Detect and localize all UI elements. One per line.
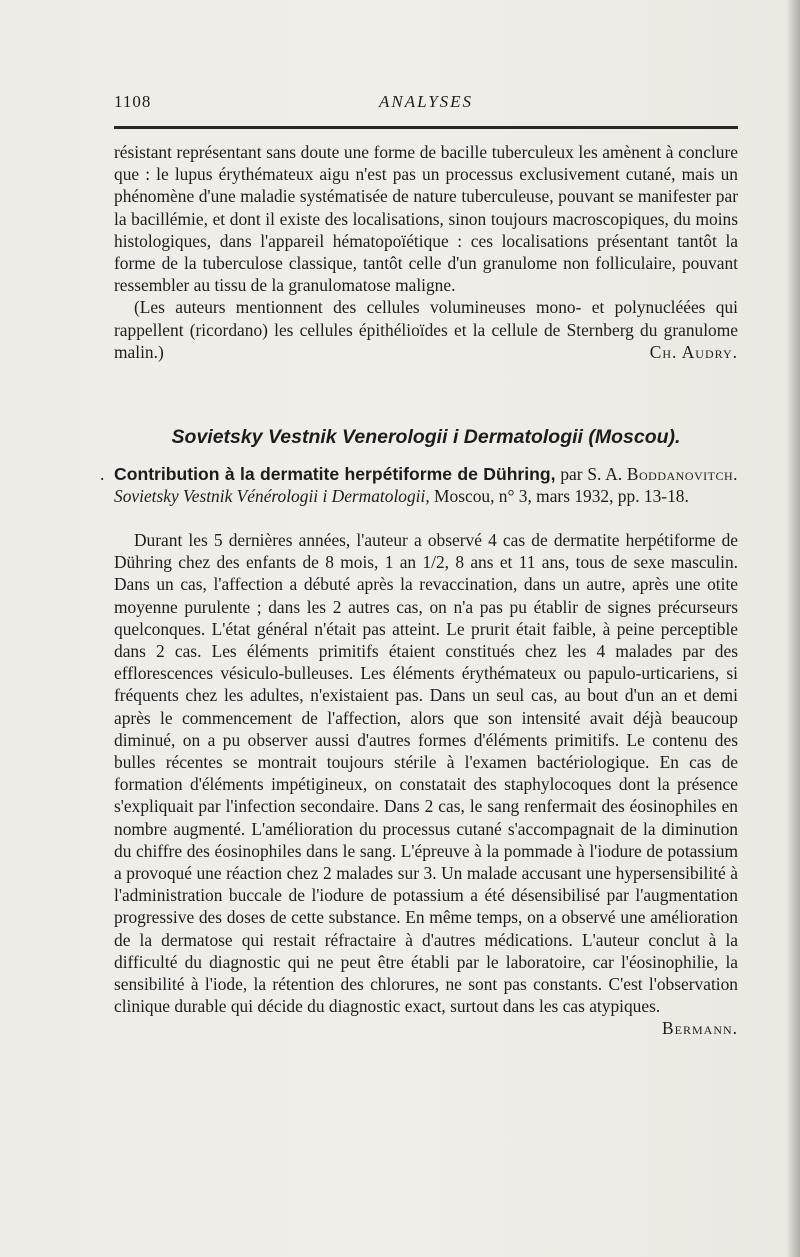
review-paragraph-2 bbox=[114, 529, 738, 1039]
running-head: ANALYSES bbox=[378, 92, 474, 111]
first-review-block bbox=[114, 141, 738, 363]
review-signature-2: Bermann. bbox=[662, 1018, 738, 1039]
article-title: Contribution à la dermatite herpétiforme de Dühring, bbox=[114, 464, 556, 484]
page-edge-shadow bbox=[786, 0, 800, 1257]
review-paragraph: résistant représentant sans doute une forme de bacille tuberculeux les amènent à conclure que : le lupus érythémateux aigu n'est pas un processus exclusivement cutané, mais un phénomène d'une maladie systématisée de nature tuberculeuse, pouvant se manifester par la bacillémie, et dont il existe des localisations, sinon toujours macroscopiques, du moins histologiques, dans l'appareil hématopoïétique : ces localisations présentant tantôt la forme de la tuberculose classique, tantôt celle d'un granulome non folliculaire, pouvant ressembler au tissu de la granulomatose maligne. bbox=[114, 142, 738, 296]
article-by: par S. A. bbox=[555, 464, 627, 484]
review-note bbox=[114, 296, 738, 363]
header-rule bbox=[114, 126, 738, 129]
review-text-2: Durant les 5 dernières années, l'auteur a observé 4 cas de dermatite herpétiforme de Dühring chez des enfants de 8 mois, 1 an 1/2, 8 ans et 11 ans, tous de sexe masculin. Dans un cas, l'affection a débuté après la revaccination, dans un autre, après une otite moyenne purulente ; dans les 2 autres cas, on n'a pas pu établir de signes précurseurs quelconques. L'état général n'était pas atteint. Le prurit était faible, à peine perceptible dans 2 cas. Les éléments primitifs étaient constitués chez les 4 malades par des efflorescences vésiculo-bulleuses. Les éléments érythémateux ou papulo-urticariens, si fréquents chez les adultes, n'existaient pas. Dans un seul cas, au bout d'un an et demi après le commencement de l'affection, alors que son intensité avait déjà beaucoup diminué, on a pu observer aussi d'autres formes d'éléments primitifs. Le contenu des bulles récentes se montrait toujours stérile à l'examen bactériologique. En cas de formation d'éléments impétigineux, on constatait des staphylocoques dont la présence s'expliquait par l'infection secondaire. Dans 2 cas, le sang renfermait des éosinophiles en nombre augmenté. L'amélioration du processus cutané s'accompagnait de la diminution du chiffre des éosinophiles dans le sang. L'épreuve à la pommade à l'iodure de potassium a provoqué une réaction chez 2 malades sur 3. Un malade accusant une hypersensibilité à l'administration buccale de l'iodure de potassium a été désensibilisé par l'augmentation progressive des doses de cette substance. En même temps, on a observé une amélioration de la dermatose qui restait réfractaire à d'autres médications. L'auteur conclut à la difficulté du diagnostic qui ne peut être établi par le laboratoire, car l'éosinophilie, la sensibilité à l'iode, la rétention des chlorures, ne sont pas constants. C'est l'observation clinique durable qui décide du diagnostic exact, surtout dans les cas atypiques. bbox=[114, 530, 738, 1017]
review-signature: Ch. Audry. bbox=[649, 341, 738, 362]
review-note-text: (Les auteurs mentionnent des cellules volumineuses mono- et polynucléées qui rappellent (ricordano) les cellules épithélioïdes et la cellule de Sternberg du granulome malin.) bbox=[114, 297, 738, 362]
second-review-block bbox=[114, 529, 738, 1040]
article-reference bbox=[100, 463, 739, 507]
article-citation: Moscou, n° 3, mars 1932, pp. 13-18. bbox=[429, 486, 689, 507]
article-author: Boddanovitch. bbox=[626, 464, 739, 484]
article-journal: Sovietsky Vestnik Vénérologii i Dermatologii, bbox=[114, 486, 430, 507]
page-number: 1108 bbox=[114, 92, 152, 111]
bullet-mark: . bbox=[100, 464, 105, 484]
journal-heading: Sovietsky Vestnik Venerologii i Dermatologii (Moscou). bbox=[171, 426, 681, 448]
page-header bbox=[114, 92, 738, 116]
